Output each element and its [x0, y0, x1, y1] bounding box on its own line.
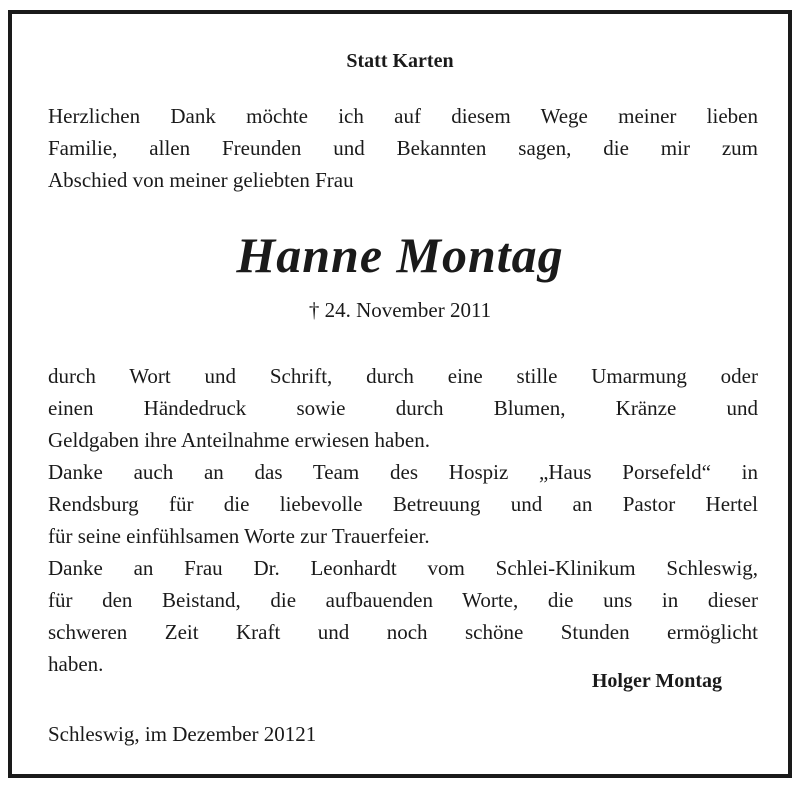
body-line: haben.: [48, 652, 104, 676]
body-line: für den Beistand, die aufbauenden Worte, die uns in dieser: [48, 588, 758, 612]
intro-line: Herzlichen Dank möchte ich auf diesem Wege meiner lieben: [48, 104, 758, 128]
body-paragraph: [48, 360, 758, 680]
body-line: schweren Zeit Kraft und noch schöne Stunden ermöglicht: [48, 620, 758, 644]
notice-heading: Statt Karten: [346, 50, 454, 72]
place-and-date: Schleswig, im Dezember 20121: [48, 722, 317, 746]
signature: Holger Montag: [591, 670, 722, 692]
body-line: Danke auch an das Team des Hospiz „Haus Porsefeld“ in: [48, 460, 758, 484]
body-line: einen Händedruck sowie durch Blumen, Kränze und: [48, 396, 758, 420]
intro-paragraph: [48, 100, 758, 196]
body-line: Geldgaben ihre Anteilnahme erwiesen haben.: [48, 428, 430, 452]
body-line: Danke an Frau Dr. Leonhardt vom Schlei-Klinikum Schleswig,: [48, 556, 758, 580]
body-line: Rendsburg für die liebevolle Betreuung und an Pastor Hertel: [48, 492, 758, 516]
intro-line: Abschied von meiner geliebten Frau: [48, 168, 354, 192]
body-line: für seine einfühlsamen Worte zur Trauerfeier.: [48, 524, 430, 548]
body-line: durch Wort und Schrift, durch eine stille Umarmung oder: [48, 364, 758, 388]
intro-line: Familie, allen Freunden und Bekannten sagen, die mir zum: [48, 136, 758, 160]
obituary-notice: [8, 10, 792, 778]
deceased-name: Hanne Montag: [236, 227, 564, 283]
death-date: † 24. November 2011: [308, 298, 492, 322]
